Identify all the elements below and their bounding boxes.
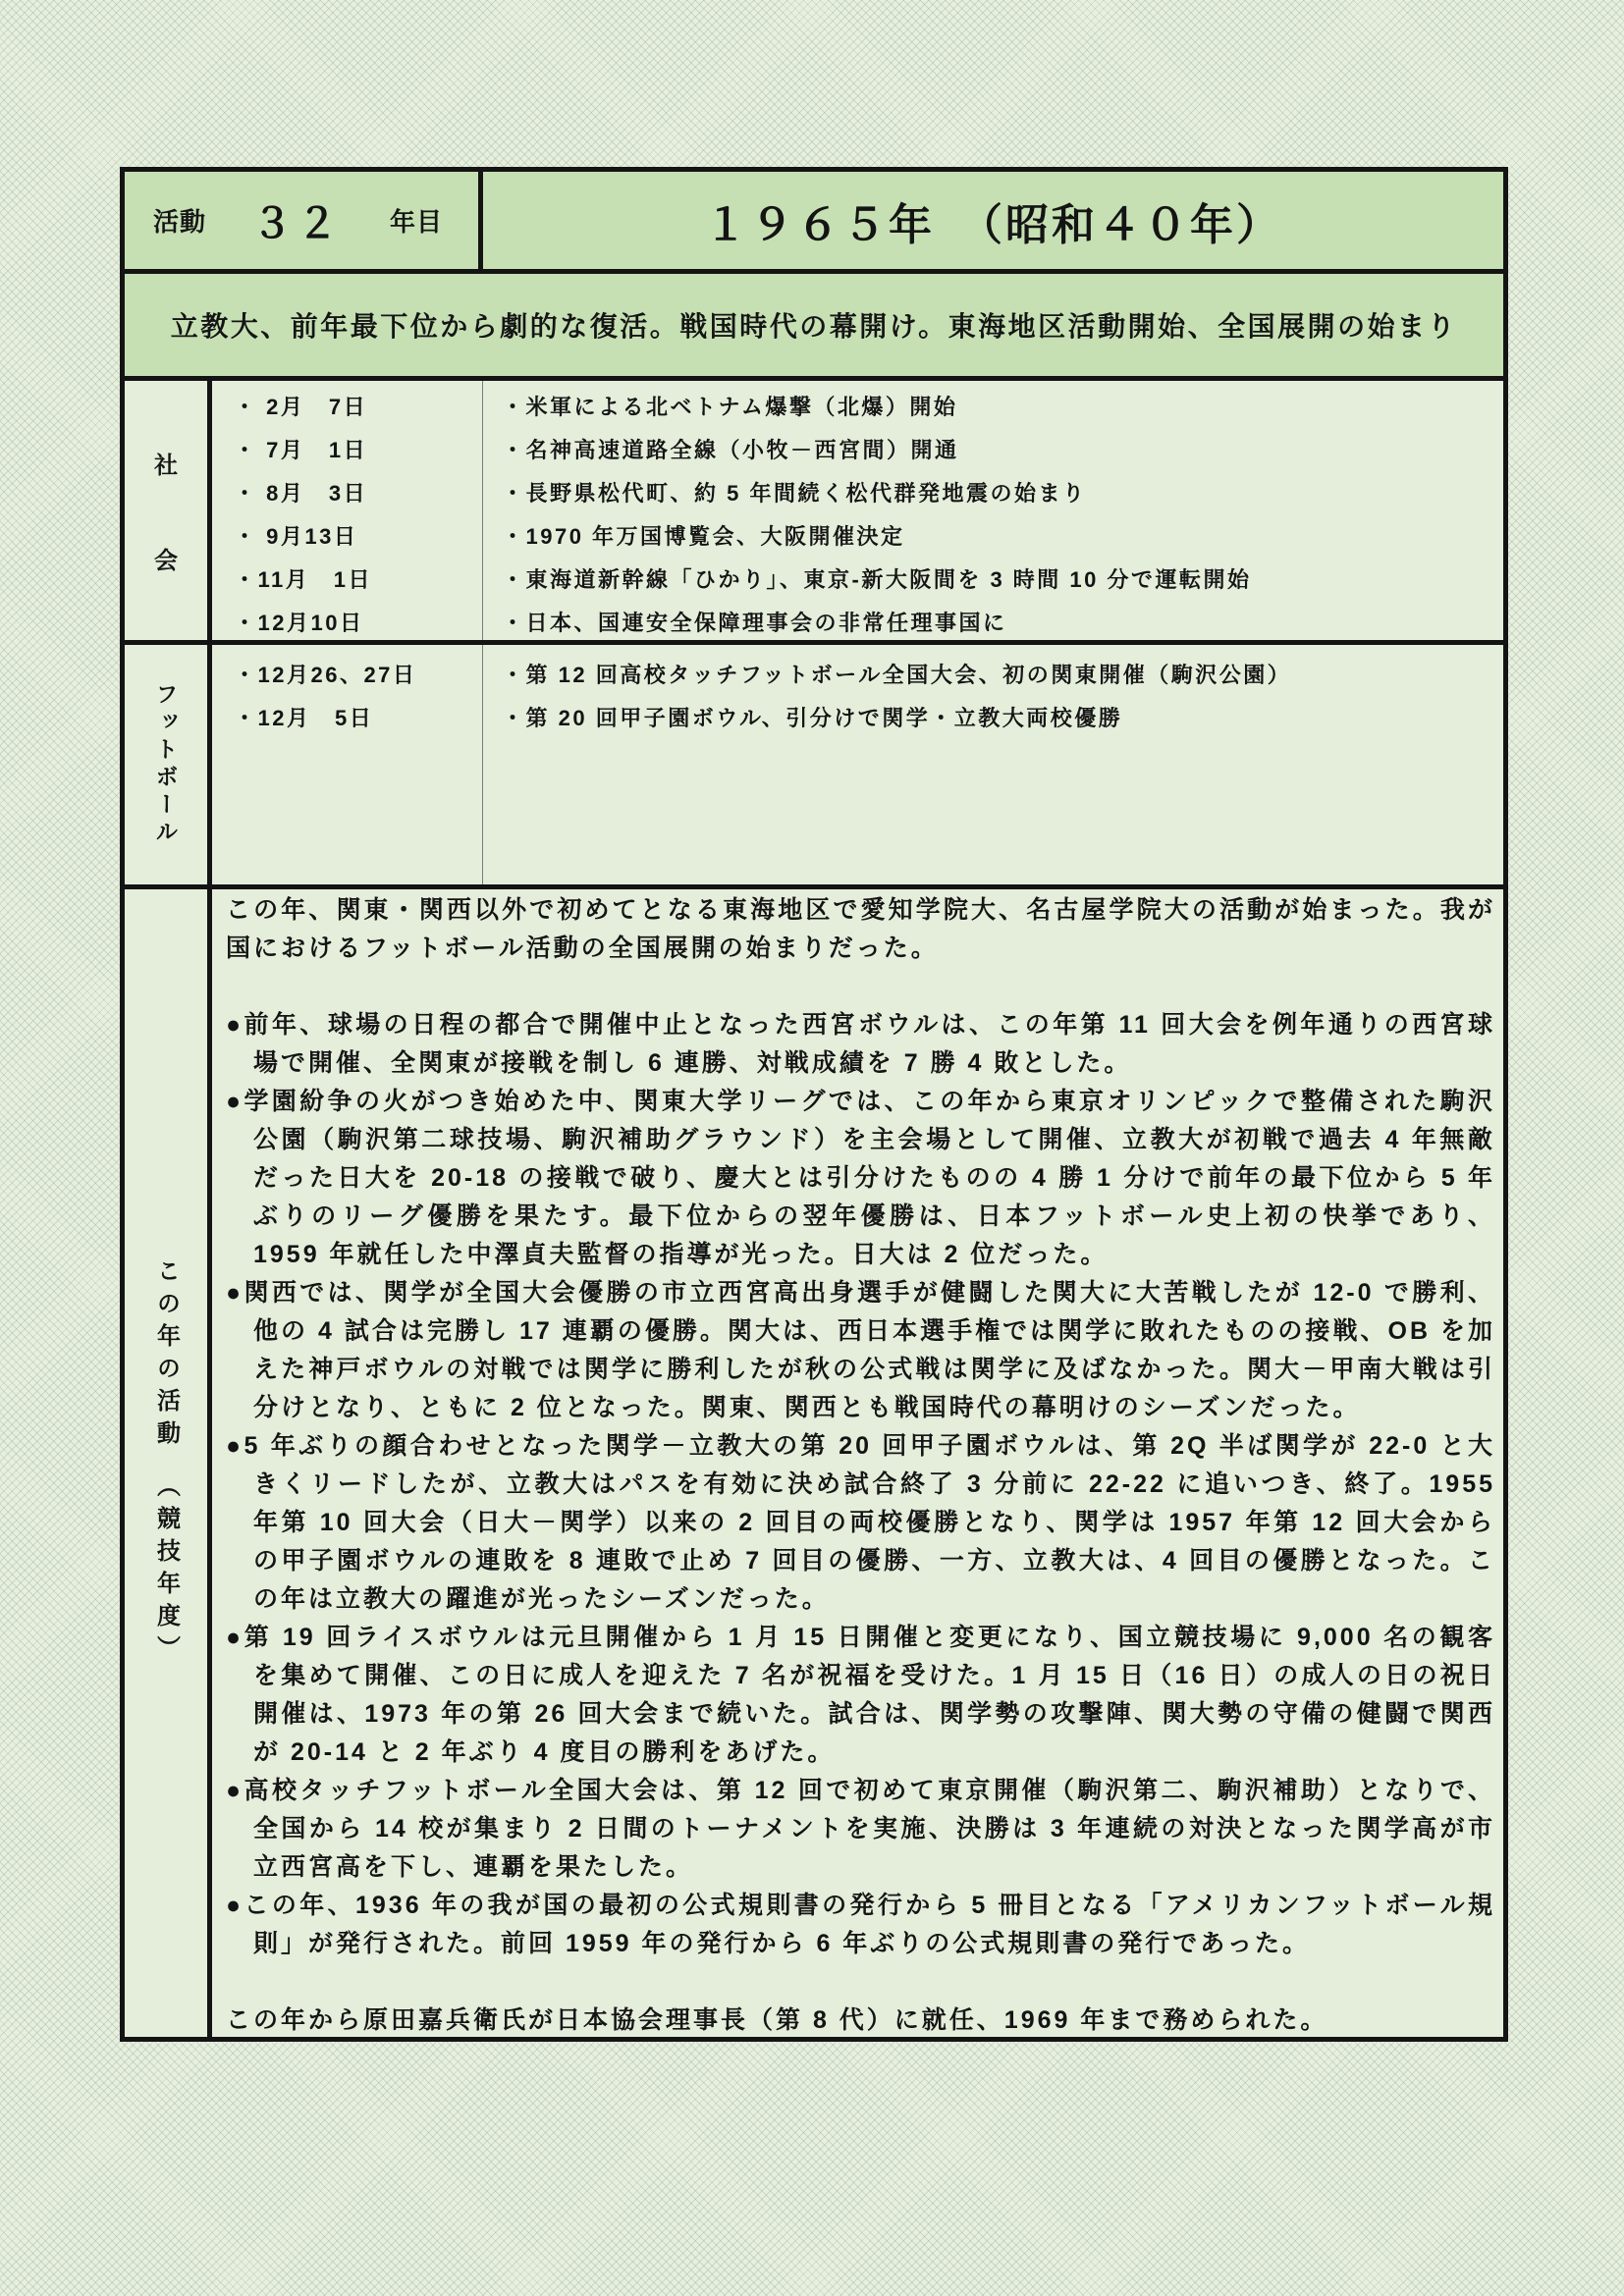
society-label — [125, 381, 212, 640]
subtitle-row — [125, 274, 1503, 381]
football-section — [125, 645, 1503, 889]
football-date: ・12月26、27日 — [234, 663, 417, 687]
activity-section — [125, 889, 1503, 2037]
header-row — [125, 172, 1503, 274]
activity-year-count: ３２ — [251, 199, 343, 246]
activity-count-cell — [125, 172, 483, 269]
activity-bullet: ●高校タッチフットボール全国大会は、第 12 回で初めて東京開催（駒沢第二、駒沢補助）となりで、全国から 14 校が集まり 2 日間のトーナメントを実施、決勝は 3 年連続の対決となった関学高が市立西宮高を下し、連覇を果たした。 — [226, 1777, 1495, 1881]
society-date: ・ 2月 7日 — [234, 395, 368, 419]
activity-intro: この年、関東・関西以外で初めてとなる東海地区で愛知学院大、名古屋学院大の活動が始まった。我が国におけるフットボール活動の全国展開の始まりだった。 — [226, 896, 1495, 962]
society-event: ・米軍による北ベトナム爆撃（北爆）開始 — [502, 395, 958, 419]
football-event: ・第 12 回高校タッチフットボール全国大会、初の関東開催（駒沢公園） — [502, 663, 1292, 687]
society-event: ・名神高速道路全線（小牧－西宮間）開通 — [502, 438, 959, 462]
activity-bullet: ●関西では、関学が全国大会優勝の市立西宮高出身選手が健闘した関大に大苦戦したが 12-0 で勝利、他の 4 試合は完勝し 17 連覇の優勝。関大は、西日本選手権では関学に敗れたものの接戦、OB を加えた神戸ボウルの対戦では関学に勝利したが秋の公式戦は関学に及ばなかった。関大－甲南大戦は引分けとなり、ともに 2 位となった。関東、関西とも戦国時代の幕明けのシーズンだった。 — [226, 1279, 1495, 1421]
activity-body — [212, 889, 1503, 2037]
society-event: ・1970 年万国博覧会、大阪開催決定 — [502, 524, 905, 549]
activity-section-label — [125, 889, 212, 2037]
society-label-char: 社 — [154, 453, 178, 479]
activity-label: 活動 — [153, 207, 207, 237]
society-date: ・12月10日 — [234, 611, 364, 635]
society-section — [125, 381, 1503, 645]
activity-bullet: ●前年、球場の日程の都合で開催中止となった西宮ボウルは、この年第 11 回大会を例年通りの西宮球場で開催、全関東が接戦を制し 6 連勝、対戦成績を 7 勝 4 敗とした。 — [226, 1011, 1495, 1077]
football-event: ・第 20 回甲子園ボウル、引分けで関学・立教大両校優勝 — [502, 706, 1123, 730]
society-label-char: 会 — [154, 548, 178, 574]
yearbook-table — [120, 167, 1508, 2042]
football-date-column — [212, 645, 483, 884]
society-event: ・日本、国連安全保障理事会の非常任理事国に — [502, 611, 1007, 635]
society-date: ・ 7月 1日 — [234, 438, 368, 462]
football-event-column — [483, 645, 1503, 884]
society-event-column — [483, 381, 1503, 640]
football-date: ・12月 5日 — [234, 706, 374, 730]
society-event: ・東海道新幹線「ひかり」、東京-新大阪間を 3 時間 10 分で運転開始 — [502, 567, 1252, 592]
activity-closing: この年から原田嘉兵衛氏が日本協会理事長（第 8 代）に就任、1969 年まで務められた。 — [226, 2006, 1328, 2034]
society-date: ・11月 1日 — [234, 567, 372, 592]
blank-line — [226, 1963, 1495, 2002]
year-title: １９６５年 （昭和４０年） — [704, 200, 1282, 249]
blank-line — [226, 968, 1495, 1006]
activity-bullet: ●5 年ぶりの顔合わせとなった関学－立教大の第 20 回甲子園ボウルは、第 2Q 半ば関学が 22-0 と大きくリードしたが、立教大はパスを有効に決め試合終了 3 分前に 22-22 に追いつき、終了。1955 年第 10 回大会（日大－関学）以来の 2 回目の両校優勝となり、関学は 1957 年第 12 回大会からの甲子園ボウルの連敗を 8 連敗で止め 7 回目の優勝、一方、立教大は、4 回目の優勝となった。この年は立教大の躍進が光ったシーズンだった。 — [226, 1432, 1495, 1613]
activity-bullet: ●学園紛争の火がつき始めた中、関東大学リーグでは、この年から東京オリンピックで整備された駒沢公園（駒沢第二球技場、駒沢補助グラウンド）を主会場として開催、立教大が初戦で過去 4 年無敵だった日大を 20-18 の接戦で破り、慶大とは引分けたものの 4 勝 1 分けで前年の最下位から 5 年ぶりのリーグ優勝を果たす。最下位からの翌年優勝は、日本フットボール史上初の快挙であり、1959 年就任した中澤貞夫監督の指導が光った。日大は 2 位だった。 — [226, 1088, 1495, 1268]
year-title-cell — [483, 172, 1503, 269]
society-date: ・ 9月13日 — [234, 524, 358, 549]
activity-bullet: ●この年、1936 年の我が国の最初の公式規則書の発行から 5 冊目となる「アメリカンフットボール規則」が発行された。前回 1959 年の発行から 6 年ぶりの公式規則書の発行であった。 — [226, 1892, 1495, 1957]
society-event: ・長野県松代町、約 5 年間続く松代群発地震の始まり — [502, 481, 1087, 506]
activity-bullet: ●第 19 回ライスボウルは元旦開催から 1 月 15 日開催と変更になり、国立競技場に 9,000 名の観客を集めて開催、この日に成人を迎えた 7 名が祝福を受けた。1 月 15 日（16 日）の成人の日の祝日開催は、1973 年の第 26 回大会まで続いた。試合は、関学勢の攻撃陣、関大勢の守備の健闘で関西が 20-14 と 2 年ぶり 4 度目の勝利をあげた。 — [226, 1624, 1496, 1766]
society-date-column — [212, 381, 483, 640]
society-date: ・ 8月 3日 — [234, 481, 368, 506]
year-suffix-label: 年目 — [390, 207, 444, 237]
page-subtitle: 立教大、前年最下位から劇的な復活。戦国時代の幕開け。東海地区活動開始、全国展開の始まり — [170, 311, 1458, 342]
football-label — [125, 645, 212, 884]
activity-label-text: この年の活動 （競技年度） — [152, 1258, 180, 1668]
football-label-text: フットボール — [152, 682, 179, 847]
